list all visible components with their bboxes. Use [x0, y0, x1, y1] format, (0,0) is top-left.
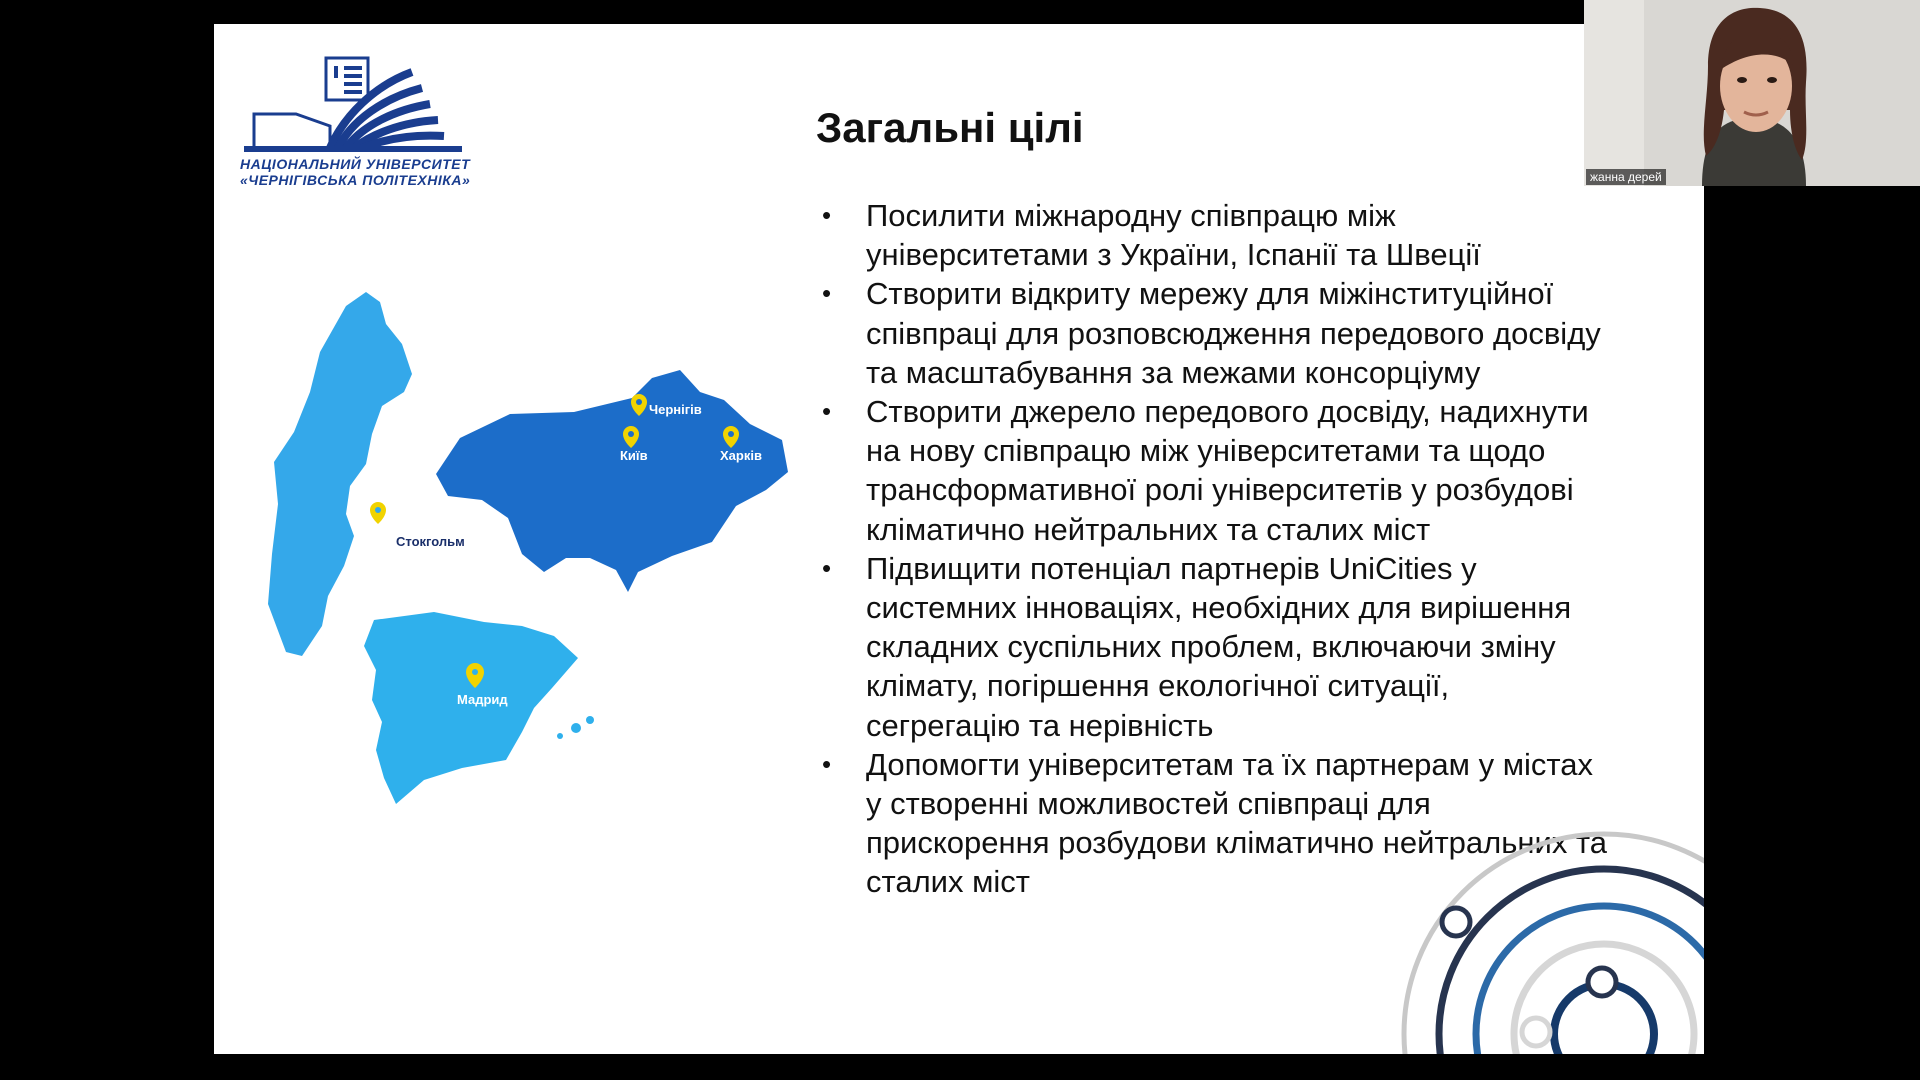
goal-line: складних суспільних проблем, включаючи зміну	[866, 629, 1556, 665]
bullet-icon: •	[822, 748, 832, 779]
goal-item	[816, 392, 1676, 549]
goal-line: кліматично нейтральних та сталих міст	[866, 511, 1431, 547]
decorative-rings	[1384, 804, 1704, 1054]
goal-line: сегрегацію та нерівність	[866, 707, 1214, 743]
participant-video-tile[interactable]	[1584, 0, 1920, 186]
goal-line: Посилити міжнародну співпрацю між	[866, 198, 1396, 233]
goal-item	[816, 274, 1676, 392]
goal-line: сталих міст	[866, 864, 1031, 900]
bullet-icon: •	[822, 278, 832, 309]
goal-line: співпраці для розповсюдження передового досвіду	[866, 315, 1601, 351]
logo-line-2: «ЧЕРНІГІВСЬКА ПОЛІТЕХНІКА»	[240, 172, 471, 188]
participant-avatar	[1584, 0, 1920, 186]
goal-line: університетами з України, Іспанії та Швеції	[866, 237, 1481, 273]
goal-line: системних інноваціях, необхідних для вирішення	[866, 590, 1572, 626]
goal-line: клімату, погіршення екологічної ситуації,	[866, 668, 1450, 704]
city-label-kharkiv: Харків	[720, 448, 762, 463]
goal-item	[816, 196, 1676, 274]
bullet-icon: •	[822, 552, 832, 583]
bullet-icon: •	[822, 200, 832, 230]
goal-line: Допомогти університетам та їх партнерам у містах	[866, 746, 1593, 782]
logo-line-1: НАЦІОНАЛЬНИЙ УНІВЕРСИТЕТ	[240, 156, 471, 172]
presentation-slide	[214, 24, 1704, 1054]
goal-line: Створити джерело передового досвіду, надихнути	[866, 394, 1589, 430]
partner-countries-map	[254, 274, 814, 834]
goal-item	[816, 549, 1676, 745]
city-label-chernihiv: Чернігів	[649, 402, 702, 417]
goals-list	[816, 196, 1676, 902]
city-label-stockholm: Стокгольм	[396, 534, 465, 549]
participant-name-tag: жанна дерей	[1586, 169, 1666, 185]
city-label-kyiv: Київ	[620, 448, 648, 463]
logo-emblem-icon	[234, 56, 474, 156]
goal-line: прискорення розбудови кліматично нейтральних та	[866, 825, 1608, 861]
city-label-madrid: Мадрид	[457, 692, 508, 707]
goal-line: Підвищити потенціал партнерів UniCities у	[866, 550, 1477, 586]
goal-line: у створенні можливостей співпраці для	[866, 786, 1431, 822]
sweden-map-shape	[268, 292, 412, 656]
goal-line: трансформативної ролі університетів у розбудові	[866, 472, 1574, 508]
pin-stockholm-icon	[370, 502, 386, 524]
spain-map-shape	[364, 612, 578, 804]
goal-line: та масштабування за межами консорціуму	[866, 354, 1481, 390]
slide-title: Загальні цілі	[816, 104, 1084, 151]
goal-line: Створити відкриту мережу для міжінституційної	[866, 276, 1554, 312]
goal-line: на нову співпрацю між університетами та щодо	[866, 433, 1546, 469]
bullet-icon: •	[822, 396, 832, 427]
ukraine-map-shape	[436, 370, 788, 592]
university-logo	[234, 56, 474, 186]
